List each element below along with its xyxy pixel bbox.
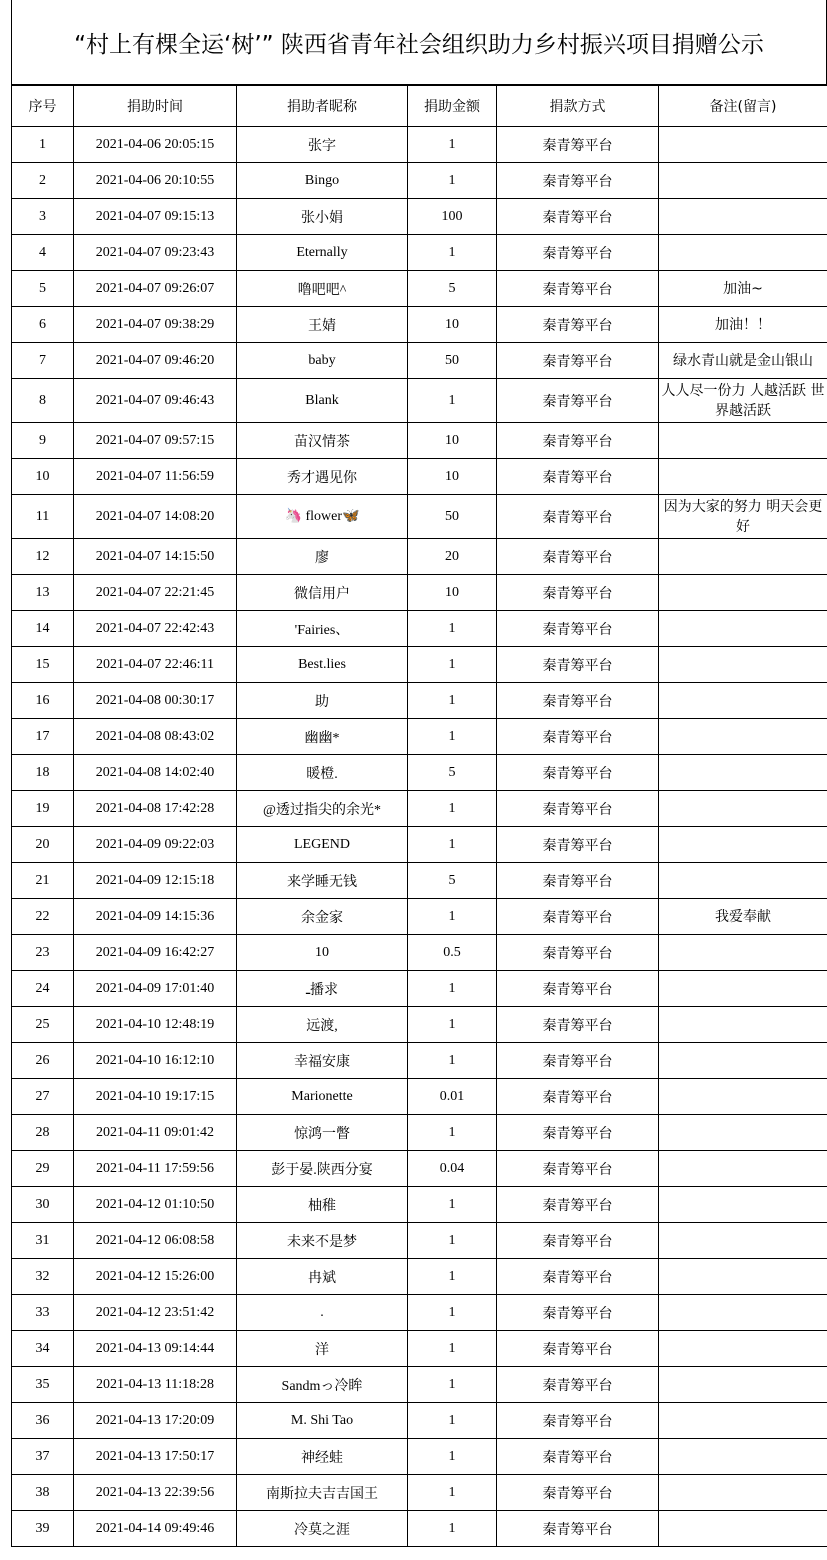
cell-serial-number: 13 [12,575,74,611]
cell-donation-amount: 1 [408,1223,497,1259]
table-row [12,1475,827,1511]
cell-note: 我爱奉献 [659,899,827,935]
cell-donor-name: 'Fairies、 [237,611,408,647]
cell-donation-amount: 0.01 [408,1079,497,1115]
cell-donor-name: 王婧 [237,307,408,343]
table-row [12,1439,827,1475]
cell-donation-amount: 1 [408,719,497,755]
table-row [12,235,827,271]
cell-note [659,863,827,899]
table-row [12,1007,827,1043]
cell-payment-method: 秦青筹平台 [497,1007,659,1043]
cell-donation-time: 2021-04-07 09:46:43 [74,379,237,423]
cell-donation-amount: 100 [408,199,497,235]
cell-serial-number: 11 [12,495,74,539]
cell-donation-time: 2021-04-07 22:42:43 [74,611,237,647]
cell-donation-amount: 1 [408,1043,497,1079]
cell-donation-time: 2021-04-06 20:10:55 [74,163,237,199]
table-row [12,935,827,971]
cell-donor-name: . [237,1295,408,1331]
table-row [12,1043,827,1079]
cell-donation-amount: 1 [408,1439,497,1475]
table-row [12,1187,827,1223]
cell-note [659,1007,827,1043]
cell-donation-time: 2021-04-06 20:05:15 [74,127,237,163]
cell-donation-time: 2021-04-08 14:02:40 [74,755,237,791]
cell-payment-method: 秦青筹平台 [497,1511,659,1547]
cell-serial-number: 25 [12,1007,74,1043]
cell-donor-name: 神经蛙 [237,1439,408,1475]
cell-donation-amount: 1 [408,127,497,163]
cell-payment-method: 秦青筹平台 [497,459,659,495]
cell-note [659,423,827,459]
cell-note [659,127,827,163]
cell-donation-amount: 10 [408,307,497,343]
cell-payment-method: 秦青筹平台 [497,791,659,827]
cell-donation-amount: 5 [408,755,497,791]
table-row [12,1079,827,1115]
cell-serial-number: 24 [12,971,74,1007]
cell-donation-amount: 50 [408,495,497,539]
cell-payment-method: 秦青筹平台 [497,1475,659,1511]
cell-donation-amount: 1 [408,647,497,683]
cell-serial-number: 29 [12,1151,74,1187]
table-row [12,1151,827,1187]
table-row [12,423,827,459]
cell-donor-name: baby [237,343,408,379]
cell-note [659,1259,827,1295]
cell-payment-method: 秦青筹平台 [497,1403,659,1439]
table-row [12,575,827,611]
cell-serial-number: 12 [12,539,74,575]
cell-donation-time: 2021-04-07 14:08:20 [74,495,237,539]
cell-note [659,791,827,827]
cell-donation-amount: 1 [408,1007,497,1043]
cell-donor-name: LEGEND [237,827,408,863]
cell-donation-time: 2021-04-07 09:57:15 [74,423,237,459]
cell-donation-amount: 1 [408,1331,497,1367]
cell-payment-method: 秦青筹平台 [497,539,659,575]
cell-donor-name: Best.lies [237,647,408,683]
table-row [12,495,827,539]
cell-serial-number: 1 [12,127,74,163]
cell-payment-method: 秦青筹平台 [497,379,659,423]
cell-donor-name: 微信用户 [237,575,408,611]
cell-payment-method: 秦青筹平台 [497,1151,659,1187]
cell-donor-name: 冷莫之涯 [237,1511,408,1547]
cell-donation-time: 2021-04-13 22:39:56 [74,1475,237,1511]
cell-serial-number: 34 [12,1331,74,1367]
cell-donation-time: 2021-04-13 17:20:09 [74,1403,237,1439]
cell-serial-number: 32 [12,1259,74,1295]
cell-note [659,611,827,647]
cell-payment-method: 秦青筹平台 [497,611,659,647]
cell-donation-time: 2021-04-12 01:10:50 [74,1187,237,1223]
cell-serial-number: 6 [12,307,74,343]
cell-serial-number: 27 [12,1079,74,1115]
cell-donation-amount: 1 [408,379,497,423]
cell-donor-name: 惊鸿一瞥 [237,1115,408,1151]
cell-note [659,683,827,719]
cell-note [659,1475,827,1511]
cell-serial-number: 16 [12,683,74,719]
table-row [12,1115,827,1151]
cell-serial-number: 18 [12,755,74,791]
cell-donation-time: 2021-04-12 15:26:00 [74,1259,237,1295]
cell-donation-time: 2021-04-10 16:12:10 [74,1043,237,1079]
table-row [12,1331,827,1367]
cell-donor-name: 秀才遇见你 [237,459,408,495]
cell-donation-time: 2021-04-13 11:18:28 [74,1367,237,1403]
cell-payment-method: 秦青筹平台 [497,1367,659,1403]
table-row [12,199,827,235]
cell-donation-amount: 1 [408,791,497,827]
table-row [12,343,827,379]
table-row [12,127,827,163]
cell-serial-number: 28 [12,1115,74,1151]
cell-serial-number: 9 [12,423,74,459]
cell-payment-method: 秦青筹平台 [497,199,659,235]
cell-donation-amount: 50 [408,343,497,379]
column-header-amount: 捐助金额 [408,86,497,127]
cell-note: 加油~ [659,271,827,307]
cell-payment-method: 秦青筹平台 [497,1115,659,1151]
cell-note [659,1331,827,1367]
cell-donor-name: Bingo [237,163,408,199]
cell-donor-name: 来学睡无钱 [237,863,408,899]
cell-donor-name: 洋 [237,1331,408,1367]
cell-note [659,1295,827,1331]
cell-donation-time: 2021-04-09 14:15:36 [74,899,237,935]
cell-donation-amount: 1 [408,1511,497,1547]
cell-note [659,719,827,755]
cell-donor-name: 南斯拉夫吉吉国王 [237,1475,408,1511]
cell-donation-time: 2021-04-09 17:01:40 [74,971,237,1007]
cell-donor-name: 幽幽* [237,719,408,755]
cell-donation-amount: 1 [408,899,497,935]
cell-donation-time: 2021-04-09 12:15:18 [74,863,237,899]
cell-note: 人人尽一份力 人越活跃 世界越活跃 [659,379,827,423]
cell-donor-name: 🦄 flower🦋 [237,495,408,539]
cell-donation-amount: 1 [408,235,497,271]
cell-payment-method: 秦青筹平台 [497,127,659,163]
cell-payment-method: 秦青筹平台 [497,575,659,611]
table-row [12,1367,827,1403]
cell-donation-time: 2021-04-09 09:22:03 [74,827,237,863]
table-row [12,271,827,307]
cell-donor-name: ـ播求 [237,971,408,1007]
table-row [12,1403,827,1439]
cell-note [659,1115,827,1151]
cell-payment-method: 秦青筹平台 [497,935,659,971]
table-row [12,611,827,647]
cell-serial-number: 31 [12,1223,74,1259]
cell-serial-number: 15 [12,647,74,683]
cell-serial-number: 17 [12,719,74,755]
cell-payment-method: 秦青筹平台 [497,163,659,199]
cell-donor-name: 苗汉情茶 [237,423,408,459]
cell-note [659,1223,827,1259]
cell-donation-time: 2021-04-07 09:23:43 [74,235,237,271]
cell-serial-number: 23 [12,935,74,971]
cell-donation-amount: 5 [408,863,497,899]
table-row [12,791,827,827]
cell-donation-amount: 1 [408,1259,497,1295]
cell-note [659,163,827,199]
cell-donation-amount: 1 [408,1367,497,1403]
cell-donation-amount: 1 [408,827,497,863]
table-row [12,971,827,1007]
cell-payment-method: 秦青筹平台 [497,495,659,539]
table-row [12,1511,827,1547]
cell-donation-time: 2021-04-08 00:30:17 [74,683,237,719]
cell-serial-number: 2 [12,163,74,199]
cell-payment-method: 秦青筹平台 [497,899,659,935]
table-row [12,719,827,755]
cell-note [659,935,827,971]
cell-payment-method: 秦青筹平台 [497,1043,659,1079]
cell-donation-time: 2021-04-14 09:49:46 [74,1511,237,1547]
cell-donation-amount: 1 [408,611,497,647]
cell-donation-time: 2021-04-07 22:46:11 [74,647,237,683]
cell-donation-amount: 1 [408,683,497,719]
table-row [12,683,827,719]
table-row [12,459,827,495]
cell-donation-time: 2021-04-11 09:01:42 [74,1115,237,1151]
cell-donation-time: 2021-04-09 16:42:27 [74,935,237,971]
cell-note [659,1151,827,1187]
cell-note [659,539,827,575]
cell-serial-number: 19 [12,791,74,827]
cell-donor-name: 助 [237,683,408,719]
table-row [12,827,827,863]
cell-donation-amount: 1 [408,1295,497,1331]
cell-donor-name: 柚稚 [237,1187,408,1223]
cell-donation-amount: 10 [408,575,497,611]
cell-serial-number: 39 [12,1511,74,1547]
cell-donor-name: 张字 [237,127,408,163]
cell-payment-method: 秦青筹平台 [497,423,659,459]
cell-payment-method: 秦青筹平台 [497,971,659,1007]
cell-donor-name: 未来不是梦 [237,1223,408,1259]
cell-payment-method: 秦青筹平台 [497,271,659,307]
cell-note [659,1511,827,1547]
cell-donation-amount: 1 [408,163,497,199]
cell-serial-number: 37 [12,1439,74,1475]
table-header-row [12,86,827,127]
cell-note [659,575,827,611]
table-row [12,163,827,199]
donation-sheet [11,0,827,1560]
cell-serial-number: 8 [12,379,74,423]
cell-serial-number: 5 [12,271,74,307]
cell-donation-time: 2021-04-13 09:14:44 [74,1331,237,1367]
cell-donation-amount: 0.04 [408,1151,497,1187]
cell-payment-method: 秦青筹平台 [497,235,659,271]
cell-donation-time: 2021-04-07 09:26:07 [74,271,237,307]
cell-payment-method: 秦青筹平台 [497,1259,659,1295]
table-row [12,539,827,575]
cell-donation-amount: 1 [408,1187,497,1223]
cell-note [659,755,827,791]
cell-donation-time: 2021-04-07 22:21:45 [74,575,237,611]
cell-payment-method: 秦青筹平台 [497,1223,659,1259]
cell-note [659,199,827,235]
cell-donation-time: 2021-04-07 14:15:50 [74,539,237,575]
table-row [12,1259,827,1295]
cell-serial-number: 7 [12,343,74,379]
cell-donation-time: 2021-04-10 19:17:15 [74,1079,237,1115]
cell-note [659,971,827,1007]
column-header-note: 备注(留言) [659,86,827,127]
cell-donation-time: 2021-04-12 23:51:42 [74,1295,237,1331]
cell-payment-method: 秦青筹平台 [497,1331,659,1367]
cell-payment-method: 秦青筹平台 [497,863,659,899]
cell-donation-amount: 10 [408,423,497,459]
cell-donor-name: 廖 [237,539,408,575]
cell-donation-time: 2021-04-07 11:56:59 [74,459,237,495]
cell-donation-amount: 0.5 [408,935,497,971]
cell-payment-method: 秦青筹平台 [497,647,659,683]
cell-note [659,1079,827,1115]
cell-note [659,1367,827,1403]
cell-note [659,647,827,683]
cell-donation-time: 2021-04-08 08:43:02 [74,719,237,755]
table-row [12,755,827,791]
cell-serial-number: 35 [12,1367,74,1403]
cell-serial-number: 38 [12,1475,74,1511]
cell-payment-method: 秦青筹平台 [497,1439,659,1475]
cell-payment-method: 秦青筹平台 [497,683,659,719]
table-row [12,899,827,935]
table-row [12,1223,827,1259]
cell-donor-name: 10 [237,935,408,971]
table-row [12,863,827,899]
cell-donor-name: Blank [237,379,408,423]
cell-donation-amount: 20 [408,539,497,575]
cell-payment-method: 秦青筹平台 [497,1187,659,1223]
cell-note [659,827,827,863]
cell-donor-name: @透过指尖的余光* [237,791,408,827]
cell-donation-amount: 5 [408,271,497,307]
cell-donation-time: 2021-04-07 09:15:13 [74,199,237,235]
cell-donor-name: Sandmっ冷眸 [237,1367,408,1403]
cell-serial-number: 3 [12,199,74,235]
cell-serial-number: 21 [12,863,74,899]
cell-payment-method: 秦青筹平台 [497,755,659,791]
donation-table [11,85,827,1547]
cell-note [659,1403,827,1439]
cell-donation-amount: 1 [408,971,497,1007]
cell-serial-number: 36 [12,1403,74,1439]
cell-donor-name: 冉斌 [237,1259,408,1295]
column-header-no: 序号 [12,86,74,127]
cell-serial-number: 22 [12,899,74,935]
cell-serial-number: 20 [12,827,74,863]
cell-donor-name: 暖橙. [237,755,408,791]
cell-donation-amount: 1 [408,1475,497,1511]
page-title: “村上有棵全运‘树’” 陕西省青年社会组织助力乡村振兴项目捐赠公示 [11,0,827,85]
cell-serial-number: 4 [12,235,74,271]
cell-payment-method: 秦青筹平台 [497,1079,659,1115]
cell-donor-name: 彭于晏.陕西分宴 [237,1151,408,1187]
column-header-time: 捐助时间 [74,86,237,127]
cell-donation-amount: 1 [408,1115,497,1151]
cell-payment-method: 秦青筹平台 [497,307,659,343]
column-header-method: 捐款方式 [497,86,659,127]
cell-serial-number: 10 [12,459,74,495]
cell-note: 因为大家的努力 明天会更好 [659,495,827,539]
table-row [12,307,827,343]
cell-serial-number: 33 [12,1295,74,1331]
cell-donation-time: 2021-04-08 17:42:28 [74,791,237,827]
cell-donor-name: Eternally [237,235,408,271]
column-header-name: 捐助者昵称 [237,86,408,127]
table-row [12,1295,827,1331]
cell-donor-name: 幸福安康 [237,1043,408,1079]
cell-donor-name: 噜吧吧^ [237,271,408,307]
cell-note: 绿水青山就是金山银山 [659,343,827,379]
cell-serial-number: 30 [12,1187,74,1223]
cell-payment-method: 秦青筹平台 [497,343,659,379]
cell-payment-method: 秦青筹平台 [497,719,659,755]
cell-donation-time: 2021-04-07 09:38:29 [74,307,237,343]
cell-serial-number: 26 [12,1043,74,1079]
cell-note [659,1187,827,1223]
table-row [12,379,827,423]
cell-donor-name: 张小娟 [237,199,408,235]
cell-donor-name: 余金家 [237,899,408,935]
cell-donor-name: Marionette [237,1079,408,1115]
cell-donation-time: 2021-04-10 12:48:19 [74,1007,237,1043]
cell-donation-amount: 10 [408,459,497,495]
cell-donation-time: 2021-04-13 17:50:17 [74,1439,237,1475]
cell-note [659,459,827,495]
cell-note [659,235,827,271]
table-row [12,647,827,683]
cell-payment-method: 秦青筹平台 [497,1295,659,1331]
cell-donation-time: 2021-04-11 17:59:56 [74,1151,237,1187]
cell-serial-number: 14 [12,611,74,647]
cell-donation-time: 2021-04-07 09:46:20 [74,343,237,379]
cell-note: 加油！！ [659,307,827,343]
cell-donation-amount: 1 [408,1403,497,1439]
table-body [12,127,827,1547]
cell-payment-method: 秦青筹平台 [497,827,659,863]
cell-note [659,1043,827,1079]
cell-note [659,1439,827,1475]
cell-donor-name: 远渡, [237,1007,408,1043]
cell-donor-name: M. Shi Tao [237,1403,408,1439]
cell-donation-time: 2021-04-12 06:08:58 [74,1223,237,1259]
